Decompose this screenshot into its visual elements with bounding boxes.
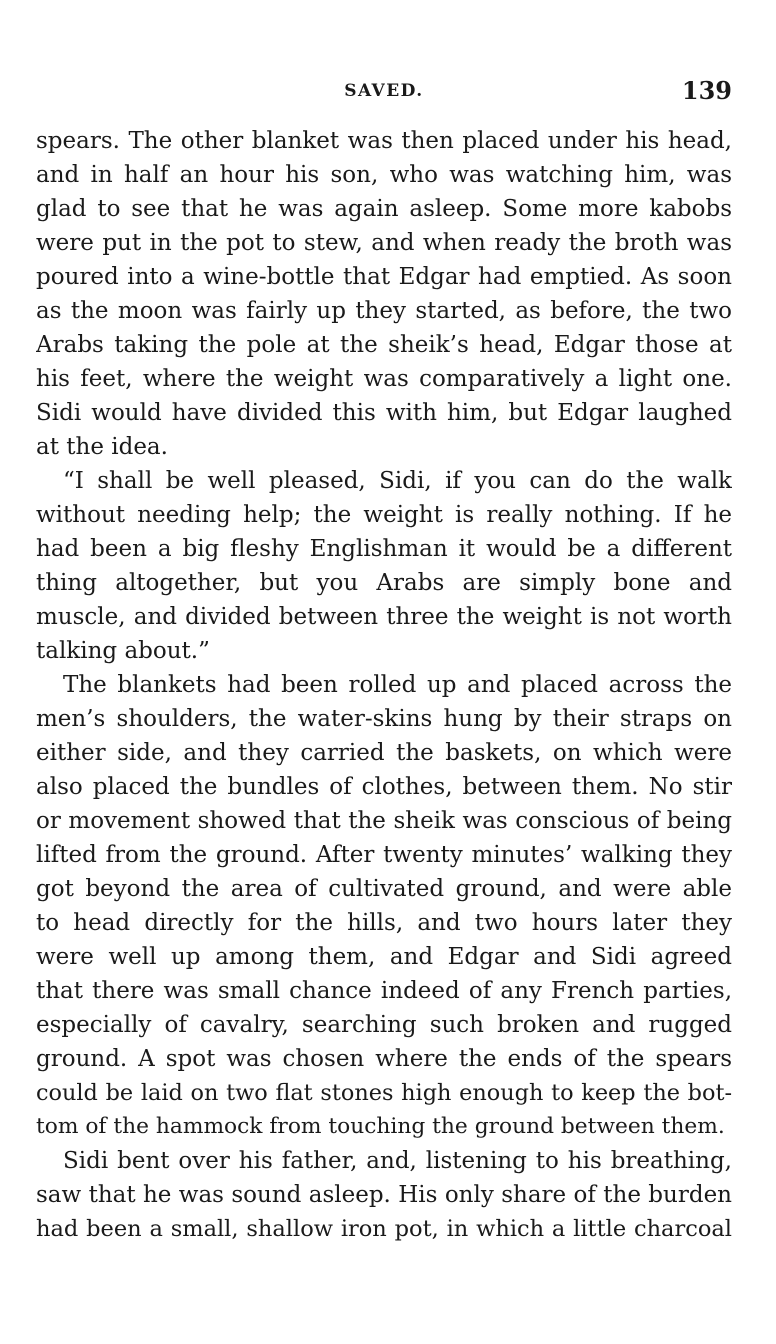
text-line: tom of the hammock from touching the ground between them. — [36, 1114, 725, 1139]
text-line: muscle, and divided between three the weight is not worth — [36, 604, 732, 630]
text-line: glad to see that he was again asleep. Some more kabobs — [36, 196, 732, 222]
text-line: The blankets had been rolled up and placed across the — [63, 672, 732, 698]
text-line: were well up among them, and Edgar and Sidi agreed — [36, 944, 732, 970]
text-line: saw that he was sound asleep. His only share of the burden — [36, 1182, 732, 1208]
text-line: his feet, where the weight was comparatively a light one. — [36, 366, 732, 392]
text-line: poured into a wine-bottle that Edgar had emptied. As soon — [36, 264, 732, 290]
text-line: Arabs taking the pole at the sheik’s head, Edgar those at — [36, 332, 732, 358]
text-line: either side, and they carried the baskets, on which were — [36, 740, 732, 766]
text-line: Sidi bent over his father, and, listening to his breathing, — [63, 1148, 732, 1174]
text-line: spears. The other blanket was then placed under his head, — [36, 128, 732, 154]
text-line: or movement showed that the sheik was conscious of being — [36, 808, 732, 834]
text-line: had been a big fleshy Englishman it would be a different — [36, 536, 732, 562]
text-line: that there was small chance indeed of any French parties, — [36, 978, 732, 1004]
text-line: thing altogether, but you Arabs are simply bone and — [36, 570, 732, 596]
text-line: got beyond the area of cultivated ground, and were able — [36, 876, 732, 902]
text-line: “I shall be well pleased, Sidi, if you can do the walk — [63, 468, 732, 494]
text-line: without needing help; the weight is really nothing. If he — [36, 502, 732, 528]
text-line: lifted from the ground. After twenty minutes’ walking they — [36, 842, 732, 868]
text-line: and in half an hour his son, who was watching him, was — [36, 162, 732, 188]
text-line: ground. A spot was chosen where the ends of the spears — [36, 1046, 732, 1072]
text-line: had been a small, shallow iron pot, in which a little charcoal — [36, 1216, 732, 1242]
running-head — [36, 76, 732, 106]
text-line: were put in the pot to stew, and when ready the broth was — [36, 230, 732, 256]
text-line: to head directly for the hills, and two hours later they — [36, 910, 732, 936]
text-line: talking about.” — [36, 638, 210, 664]
text-line: at the idea. — [36, 434, 168, 460]
page-number: 139 — [681, 76, 732, 105]
text-line: as the moon was fairly up they started, as before, the two — [36, 298, 732, 324]
running-title: SAVED. — [344, 81, 424, 101]
text-line: men’s shoulders, the water-skins hung by their straps on — [36, 706, 732, 732]
text-line: Sidi would have divided this with him, but Edgar laughed — [36, 400, 732, 426]
text-line: also placed the bundles of clothes, between them. No stir — [36, 774, 732, 800]
text-line: especially of cavalry, searching such broken and rugged — [36, 1012, 732, 1038]
body-text — [36, 124, 732, 1246]
text-line: could be laid on two flat stones high enough to keep the bot- — [36, 1080, 732, 1106]
